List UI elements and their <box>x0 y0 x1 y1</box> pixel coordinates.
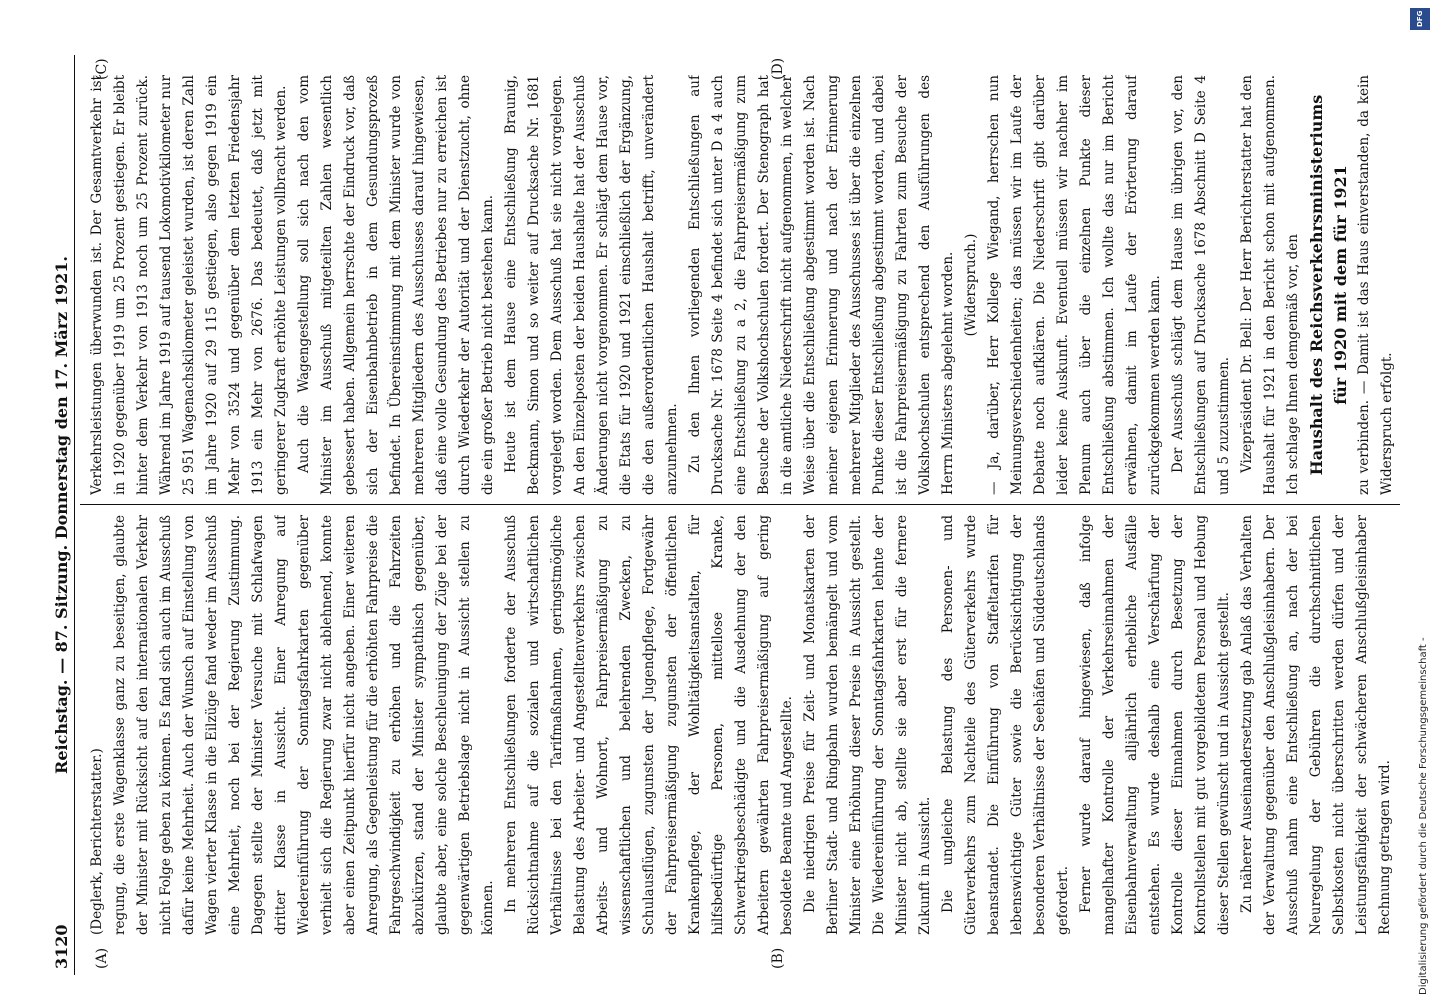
left-paragraph: Die niedrigen Preise für Zeit- und Monatskarten der Berliner Stadt- und Ringbahn wurden bemängelt und vom Minister eine Erhöhung dieser Preise in Aussicht gestellt. Die Wiedereinführung der Sonntagsfahrkarten lehnte der Minister nicht ab, stellte sie aber erst für die fernere Zukunft in Aussicht. <box>802 515 933 935</box>
left-paragraph: In mehreren Entschließungen forderte der Ausschuß Rücksichtnahme auf die sozialen und wirtschaftlichen Verhältnisse bei den Tarifmaßnahmen, geringstmögliche Belastung des Arbeiter- und Angestelltenverkehrs zwischen Arbeits- und Wohnort, Fahrpreisermäßigung zu wissenschaftlichen und belehrenden Zwecken, zu Schulausflügen, zugunsten der Jugendpflege, Fortgewähr der Fahrpreisermäßigung zugunsten der öffentlichen Krankenpflege, der Wohltätigkeitsanstalten, für hilfsbedürftige Personen, mittellose Kranke, Schwerkriegsbeschädigte und die Ausdehnung der den Arbeitern gewährten Fahrpreisermäßigung auf gering besoldete Beamte und Angestellte. <box>503 515 795 935</box>
right-paragraph: Auch die Wagengestellung soll sich nach den vom Minister im Ausschuß mitgeteilten Zahlen wesentlich gebessert haben. Allgemein herrschte der Eindruck vor, daß sich der Eisenbahnbetrieb in dem Gesundungsprozeß befindet. In Übereinstimmung mit dem Minister wurde von mehreren Mitgliedern des Ausschusses darauf hingewiesen, daß eine volle Gesundung des Betriebes nur zu erreichen ist durch Wiederkehr der Autorität und der Dienstzucht, ohne die ein großer Betrieb nicht bestehen kann. <box>296 75 496 495</box>
header-rule <box>74 55 75 975</box>
right-paragraph: Zu den Ihnen vorliegenden Entschließungen auf Drucksache Nr. 1678 Seite 4 befindet sich unter D a 4 auch eine Entschließung zu a 2, die Fahrpreisermäßigung zum Besuche der Volkshochschulen fordert. Der Stenograph hat in die amtliche Niederschrift nicht aufgenommen, in welcher Weise über die Entschließung abgestimmt worden ist. Nach meiner eigenen Erinnerung und nach der Erinnerung mehrerer Mitglieder des Ausschusses ist über die einzelnen Punkte dieser Entschließung abgestimmt worden, und dabei ist die Fahrpreisermäßigung zu Fahrten zum Besuche der Volkshochschulen entsprechend den Ausführungen des Herrn Ministers abgelehnt worden. <box>687 75 956 495</box>
section-title: Haushalt des Reichsverkehrsministeriums <box>1307 94 1326 476</box>
page-title: Reichstag. — 87. Sitzung. Donnerstag den 17. März 1921. <box>52 256 71 774</box>
left-paragraph: Ferner wurde darauf hingewiesen, daß infolge mangelhafter Kontrolle der Verkehrseinnahmen der Eisenbahnverwaltung alljährlich erhebliche Ausfälle entstehen. Es wurde deshalb eine Verschärfung der Kontrolle dieser Einnahmen durch Besetzung der Kontrollstellen mit gut vorgebildetem Personal und Hebung dieser Stellen gewünscht und in Aussicht gestellt. <box>1078 515 1232 935</box>
margin-mark-a: (A) <box>94 947 110 969</box>
right-paragraph: Verkehrsleistungen überwunden ist. Der Gesamtverkehr ist in 1920 gegenüber 1919 um 25 Prozent gestiegen. Er bleibt hinter dem Verkehr von 1913 noch um 25 Prozent zurück. Während im Jahre 1919 auf tausend Lokomotivkilometer nur 25 951 Wagenachskilometer geleistet wurden, ist deren Zahl im Jahre 1920 auf 29 115 gestiegen, also gegen 1919 ein Mehr von 3524 und gegenüber dem letzten Friedensjahr 1913 ein Mehr von 2676. Das bedeutet, daß jetzt mit geringerer Zugkraft erhöhte Leistungen vollbracht werden. <box>89 75 289 495</box>
right-paragraph: zu verbinden. — Damit ist das Haus einverstanden, da kein Widerspruch erfolgt. <box>1356 75 1395 495</box>
left-paragraph: regung, die erste Wagenklasse ganz zu beseitigen, glaubte der Minister mit Rücksicht auf den internationalen Verkehr nicht Folge geben zu können. Es fand sich auch im Ausschuß dafür keine Mehrheit. Auch der Wunsch auf Einstellung von Wagen vierter Klasse in die Eilzüge fand weder im Ausschuß eine Mehrheit, noch bei der Regierung Zustimmung. Dagegen stellte der Minister Versuche mit Schlafwagen dritter Klasse in Aussicht. Einer Anregung auf Wiedereinführung der Sonntagsfahrkarten gegenüber verhielt sich die Regierung zwar nicht ablehnend, konnte aber einen Zeitpunkt hierfür nicht angeben. Einer weiteren Anregung, als Gegenleistung für die erhöhten Fahrpreise die Fahrgeschwindigkeit zu erhöhen und die Fahrzeiten abzukürzen, stand der Minister sympathisch gegenüber, glaubte aber, eine solche Beschleunigung der Züge bei der gegenwärtigen Betriebslage nicht in Aussicht stellen zu können. <box>112 515 496 935</box>
right-paragraph: — Ja, darüber, Herr Kollege Wiegand, herrschen nun Meinungsverschiedenheiten; das müssen wir im Laufe der Debatte noch aufklären. Die Niederschrift gibt darüber leider keine Auskunft. Eventuell müssen wir nachher im Plenum auch über die einzelnen Punkte dieser Entschließung abstimmen. Ich wollte das nur im Bericht erwähnen, damit im Laufe der Erörterung darauf zurückgekommen werden kann. <box>986 75 1163 495</box>
right-column <box>86 75 1396 495</box>
right-paragraph: Heute ist dem Hause eine Entschließung Braunig, Beckmann, Simon und so weiter auf Drucksache Nr. 1681 vorgelegt worden. Dem Ausschuß hat sie nicht vorgelegen. An den Einzelposten der beiden Haushalte hat der Ausschuß Änderungen nicht vorgenommen. Er schlägt dem Hause vor, die Etats für 1920 und 1921 einschließlich der Ergänzung, die den außerordentlichen Haushalt betrifft, unverändert anzunehmen. <box>503 75 680 495</box>
right-paragraph: Der Ausschuß schlägt dem Hause im übrigen vor, den Entschließungen auf Drucksache 1678 Abschnitt D Seite 4 und 5 zuzustimmen. <box>1170 75 1232 495</box>
rotated-page <box>50 55 1405 975</box>
dfg-logo: DFG <box>1410 8 1430 30</box>
right-paragraph: Vizepräsident Dr. Bell: Der Herr Berichterstatter hat den Haushalt für 1921 in den Bericht schon mit aufgenommen. Ich schlage Ihnen demgemäß vor, den <box>1239 75 1301 495</box>
margin-mark-d: (D) <box>770 57 786 80</box>
digitization-credit: Digitalisierung gefördert durch die Deutsche Forschungsgemeinschaft - <box>1418 637 1429 995</box>
margin-mark-b: (B) <box>770 947 786 969</box>
left-paragraph: Die ungleiche Belastung des Personen- und Güterverkehrs zum Nachteile des Güterverkehrs wurde beanstandet. Die Einführung von Staffeltarifen für lebenswichtige Güter sowie die Berücksichtigung der besonderen Verhältnisse der Seehäfen und Süddeutschlands gefordert. <box>940 515 1071 935</box>
page-header <box>50 55 76 975</box>
speaker-tag: (Deglerk, Berichterstatter.) <box>89 748 105 935</box>
page-number: 3120 <box>52 924 71 969</box>
left-paragraph: Zu näherer Auseinandersetzung gab Anlaß das Verhalten der Verwaltung gegenüber den Anschlußgleisinhabern. Der Ausschuß nahm eine Entschließung an, nach der bei Neuregelung der Gebühren die durchschnittlichen Selbstkosten nicht überschritten werden dürfen und der Leistungsfähigkeit der schwächeren Anschlußgleisinhaber Rechnung getragen wird. <box>1239 515 1393 935</box>
margin-mark-c: (C) <box>94 58 110 80</box>
left-column <box>86 515 1396 935</box>
interjection: (Widerspruch.) <box>963 233 979 337</box>
column-divider <box>80 504 1400 505</box>
section-subtitle: für 1920 mit dem für 1921 <box>1331 165 1350 405</box>
